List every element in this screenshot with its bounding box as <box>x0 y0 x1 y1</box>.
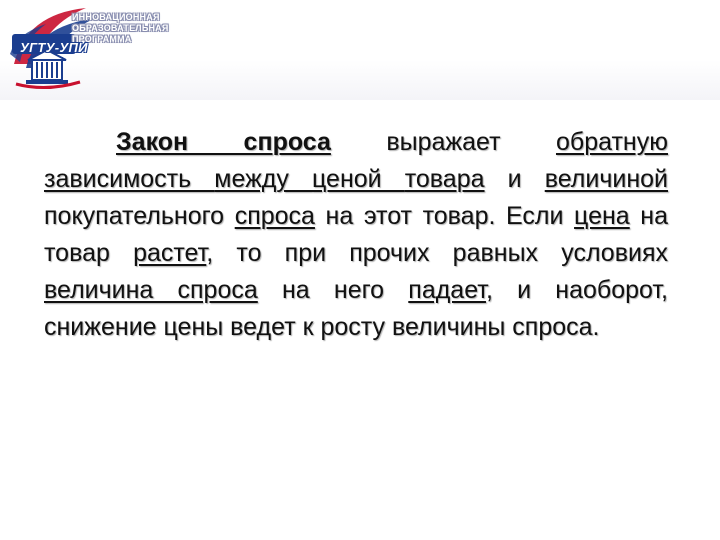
text-fragment: выражает <box>330 128 556 156</box>
term-quantity-demanded: величина спроса <box>44 276 258 304</box>
logo-line-3: ПРОГРАММА <box>72 34 132 44</box>
term-price-2: цена <box>574 202 630 230</box>
term-inverse: обратную <box>555 128 668 156</box>
text-fragment: , и наоборот, снижение цены ведет к росту величины спроса. <box>44 276 668 341</box>
term-rises: растет <box>133 239 207 267</box>
text-fragment: на него <box>257 276 409 304</box>
term-demand: спроса <box>234 202 315 230</box>
term-price: ценой <box>312 165 405 193</box>
text-fragment: на этот товар. Если <box>314 202 575 230</box>
term-goods: товара <box>404 165 485 193</box>
term-falls: падает <box>408 276 486 304</box>
term-between: между <box>214 165 312 193</box>
text-fragment: на товар <box>44 202 668 267</box>
text-fragment: , то при прочих равных условиях <box>206 239 668 267</box>
logo-badge-text: УГТУ-УПИ <box>20 40 88 55</box>
logo-line-2: ОБРАЗОВАТЕЛЬНАЯ <box>72 23 169 33</box>
logo-program-name <box>72 12 182 45</box>
slide-body-text <box>44 124 668 346</box>
university-logo <box>6 4 176 90</box>
term-magnitude: величиной <box>544 165 669 193</box>
term-dependence: зависимость <box>44 165 215 193</box>
term-demand-law: Закон спроса <box>116 128 331 156</box>
text-fragment: покупательного <box>44 202 235 230</box>
text-fragment: и <box>484 165 545 193</box>
logo-line-1: ИННОВАЦИОННАЯ <box>72 12 160 22</box>
